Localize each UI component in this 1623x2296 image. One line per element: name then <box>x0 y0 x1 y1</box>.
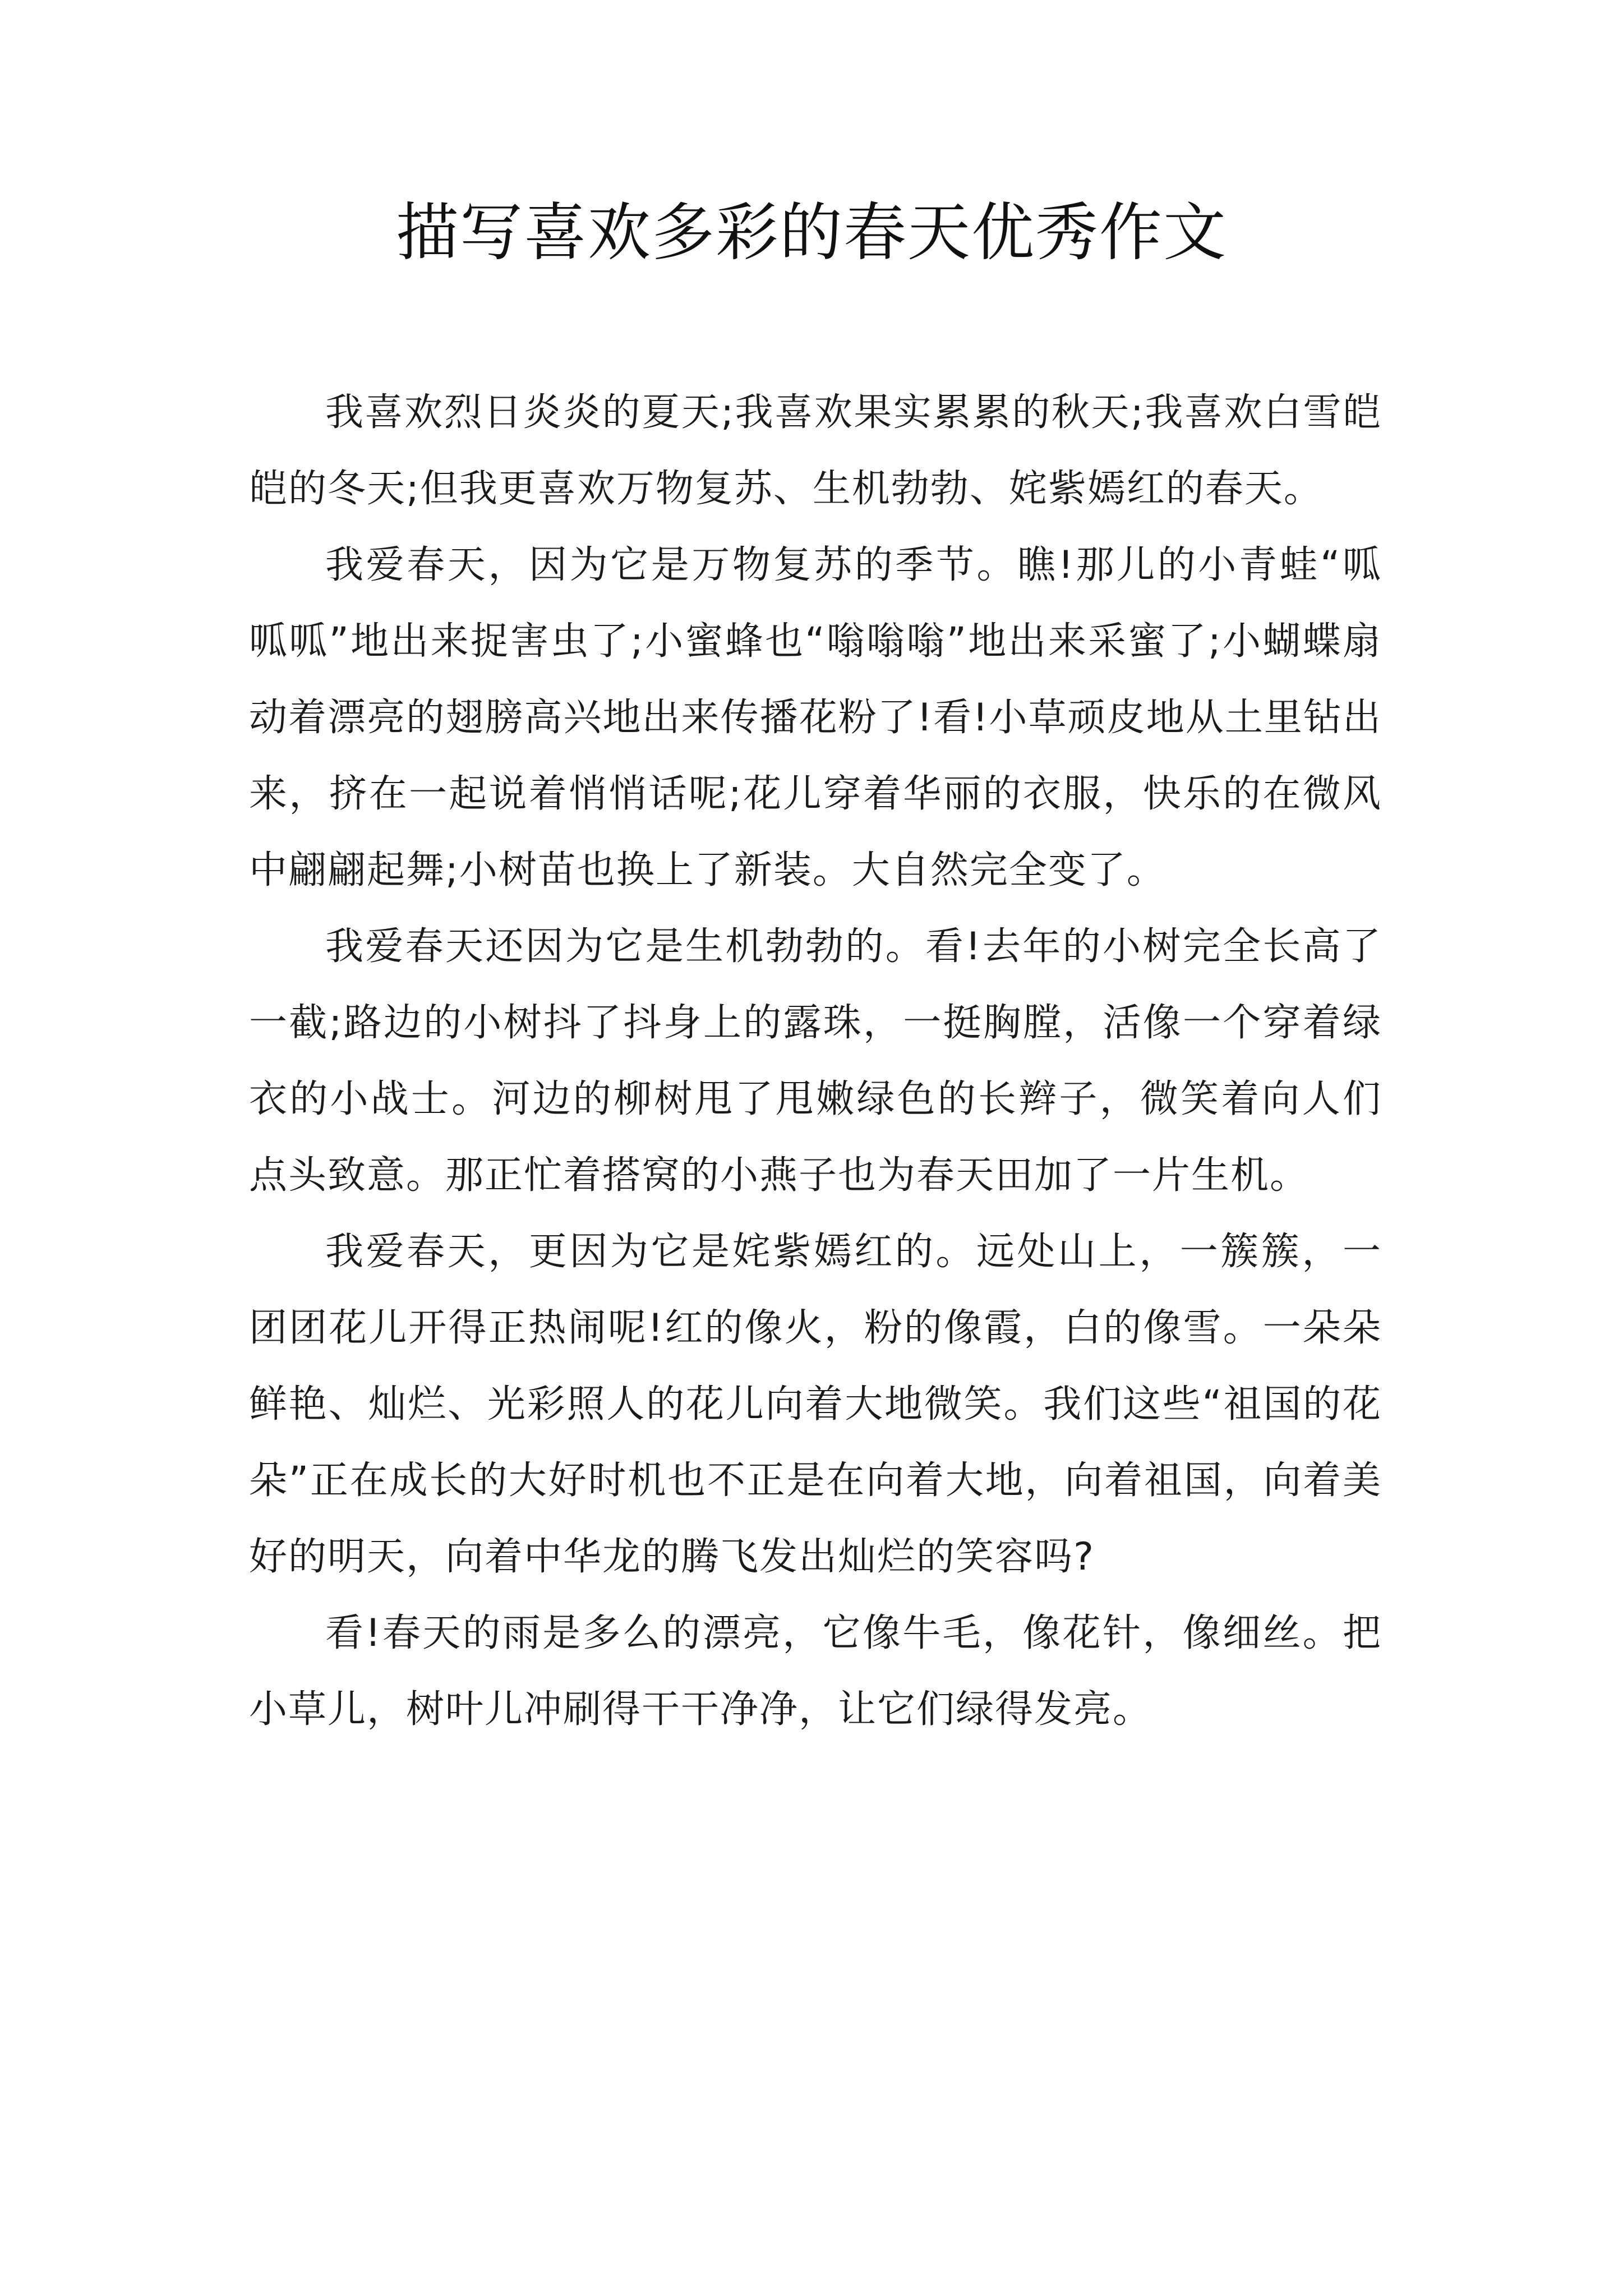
paragraph-3: 我爱春天还因为它是生机勃勃的。看!去年的小树完全长高了一截;路边的小树抖了抖身上的露珠，一挺胸膛，活像一个穿着绿衣的小战士。河边的柳树甩了甩嫩绿色的长辫子，微笑着向人们点头致意。那正忙着搭窝的小燕子也为春天田加了一片生机。 <box>249 924 1382 1198</box>
paragraph-1: 我喜欢烈日炎炎的夏天;我喜欢果实累累的秋天;我喜欢白雪皑皑的冬天;但我更喜欢万物复苏、生机勃勃、姹紫嫣红的春天。 <box>249 390 1382 511</box>
paragraph-4: 我爱春天，更因为它是姹紫嫣红的。远处山上，一簇簇，一团团花儿开得正热闹呢!红的像火，粉的像霞，白的像雪。一朵朵鲜艳、灿烂、光彩照人的花儿向着大地微笑。我们这些“祖国的花朵”正在成长的大好时机也不正是在向着大地，向着祖国，向着美好的明天，向着中华龙的腾飞发出灿烂的笑容吗? <box>249 1230 1382 1579</box>
document-title: 描写喜欢多彩的春天优秀作文 <box>396 196 1227 269</box>
paragraph-5: 看!春天的雨是多么的漂亮，它像牛毛，像花针，像细丝。把小草儿，树叶儿冲刷得干干净净，让它们绿得发亮。 <box>249 1611 1382 1732</box>
paragraph-2: 我爱春天，因为它是万物复苏的季节。瞧!那儿的小青蛙“呱呱呱”地出来捉害虫了;小蜜蜂也“嗡嗡嗡”地出来采蜜了;小蝴蝶扇动着漂亮的翅膀高兴地出来传播花粉了!看!小草顽皮地从土里钻出来，挤在一起说着悄悄话呢;花儿穿着华丽的衣服，快乐的在微风中翩翩起舞;小树苗也换上了新装。大自然完全变了。 <box>249 543 1382 892</box>
document-body <box>249 375 1382 1748</box>
